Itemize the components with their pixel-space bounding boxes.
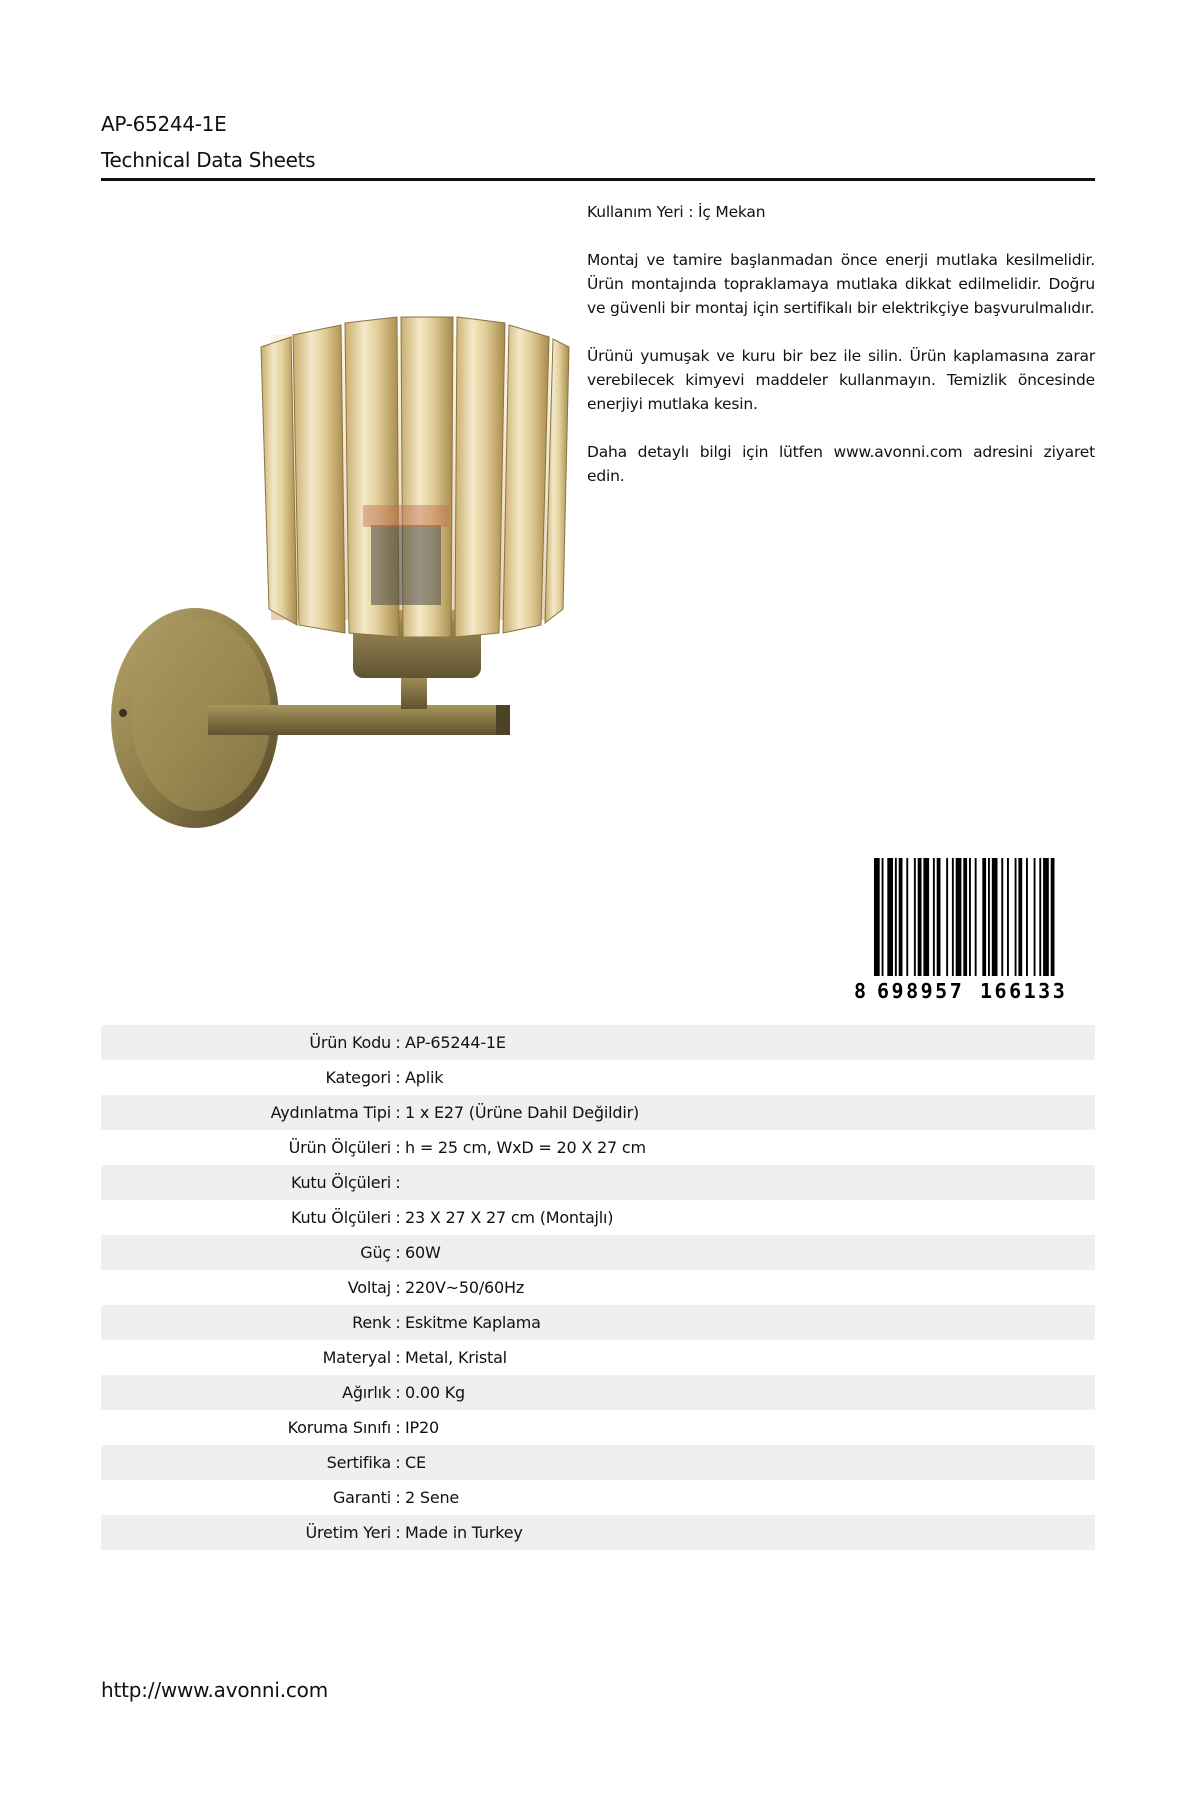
spec-value: Aplik (405, 1068, 444, 1087)
spec-label: Koruma Sınıfı (287, 1418, 391, 1437)
barcode-bar (988, 858, 990, 976)
spec-row (101, 1060, 1095, 1095)
installation-warning: Montaj ve tamire başlanmadan önce enerji mutlaka kesilmelidir. Ürün montajında topraklamaya mutlaka dikkat edilmelidir. Doğru ve güvenli bir montaj için sertifikalı bir elektrikçiye başvurulmalıdır. (587, 251, 1095, 317)
barcode-bar (1039, 858, 1041, 976)
product-code-title: AP-65244-1E (101, 112, 227, 136)
barcode-digits-right: 166133 (980, 979, 1068, 1003)
spec-row (101, 1235, 1095, 1270)
spec-row (101, 1410, 1095, 1445)
spec-row (101, 1515, 1095, 1550)
spec-value: 220V~50/60Hz (405, 1278, 525, 1297)
barcode-bar (969, 858, 971, 976)
spec-row (101, 1445, 1095, 1480)
barcode-bar (1007, 858, 1009, 976)
cleaning-instructions: Ürünü yumuşak ve kuru bir bez ile silin. Ürün kaplamasına zarar verebilecek kimyevi maddeler kullanmayın. Temizlik öncesinde enerjiyi mutlaka kesin. (587, 347, 1095, 413)
barcode-bar (963, 858, 967, 976)
spec-separator: : (395, 1103, 401, 1122)
barcode-bar (1018, 858, 1022, 976)
spec-separator: : (395, 1383, 401, 1402)
spec-separator: : (395, 1068, 401, 1087)
spec-row (101, 1305, 1095, 1340)
spec-row (101, 1095, 1095, 1130)
document-subtitle: Technical Data Sheets (101, 148, 316, 172)
spec-value: h = 25 cm, WxD = 20 X 27 cm (405, 1138, 646, 1157)
spec-separator: : (395, 1033, 401, 1052)
usage-location: Kullanım Yeri : İç Mekan (587, 203, 766, 221)
spec-label: Ağırlık (342, 1383, 391, 1402)
spec-value: 60W (405, 1243, 441, 1262)
barcode-bar (923, 858, 929, 976)
spec-label: Ürün Ölçüleri (288, 1138, 391, 1157)
barcode-bar (952, 858, 954, 976)
barcode-bar (882, 858, 884, 976)
more-info: Daha detaylı bilgi için lütfen www.avonni.com adresini ziyaret edin. (587, 443, 1095, 485)
barcode-bar (1026, 858, 1028, 976)
specifications-table (101, 1025, 1095, 1550)
spec-label: Garanti (332, 1488, 391, 1507)
spec-value: 1 x E27 (Ürüne Dahil Değildir) (405, 1103, 639, 1122)
usage-info (587, 200, 1095, 512)
barcode-bar (887, 858, 893, 976)
barcode-bar (1043, 858, 1049, 976)
spec-row (101, 1340, 1095, 1375)
spec-separator: : (395, 1138, 401, 1157)
spec-separator: : (395, 1208, 401, 1227)
barcode-bar (982, 858, 986, 976)
spec-label: Kutu Ölçüleri (290, 1173, 391, 1192)
spec-label: Kategori (325, 1068, 391, 1087)
spec-label: Sertifika (326, 1453, 391, 1472)
barcode-bar (946, 858, 948, 976)
spec-row (101, 1165, 1095, 1200)
spec-row (101, 1200, 1095, 1235)
barcode-bar (899, 858, 903, 976)
barcode-bar (1001, 858, 1003, 976)
spec-label: Kutu Ölçüleri (290, 1208, 391, 1227)
spec-value: Metal, Kristal (405, 1348, 507, 1367)
barcode-bar (975, 858, 977, 976)
barcode-digit-prefix: 8 (854, 979, 867, 1003)
spec-label: Renk (352, 1313, 391, 1332)
spec-separator: : (395, 1418, 401, 1437)
header-divider (101, 178, 1095, 181)
spec-separator: : (395, 1523, 401, 1542)
spec-label: Aydınlatma Tipi (270, 1103, 391, 1122)
barcode-bar (937, 858, 941, 976)
spec-label: Üretim Yeri (305, 1523, 391, 1542)
barcode-bar (933, 858, 935, 976)
spec-value: 2 Sene (405, 1488, 460, 1507)
spec-label: Materyal (322, 1348, 391, 1367)
barcode-bar (906, 858, 908, 976)
spec-separator: : (395, 1313, 401, 1332)
spec-separator: : (395, 1488, 401, 1507)
spec-value: IP20 (405, 1418, 439, 1437)
spec-separator: : (395, 1453, 401, 1472)
spec-value: Made in Turkey (405, 1523, 523, 1542)
spec-separator: : (395, 1348, 401, 1367)
barcode-bar (918, 858, 922, 976)
barcode-bar (1015, 858, 1017, 976)
document-header (101, 110, 1095, 174)
barcode-digits-left: 698957 (877, 979, 965, 1003)
spec-row (101, 1025, 1095, 1060)
spec-label: Voltaj (347, 1278, 391, 1297)
spec-label: Ürün Kodu (309, 1033, 391, 1052)
barcode-bar (895, 858, 897, 976)
spec-value: 0.00 Kg (405, 1383, 465, 1402)
spec-label: Güç (360, 1243, 391, 1262)
spec-row (101, 1270, 1095, 1305)
barcode-bar (914, 858, 916, 976)
barcode-bar (1034, 858, 1036, 976)
spec-row (101, 1130, 1095, 1165)
barcode-bar (1051, 858, 1055, 976)
spec-row (101, 1480, 1095, 1515)
spec-value: Eskitme Kaplama (405, 1313, 541, 1332)
footer-url[interactable]: http://www.avonni.com (101, 1678, 328, 1702)
barcode-bar (992, 858, 998, 976)
barcode-bar (874, 858, 880, 976)
spec-value: 23 X 27 X 27 cm (Montajlı) (405, 1208, 614, 1227)
spec-separator: : (395, 1278, 401, 1297)
barcode (854, 858, 1094, 1004)
spec-row (101, 1375, 1095, 1410)
spec-separator: : (395, 1243, 401, 1262)
barcode-bar (956, 858, 962, 976)
spec-value: AP-65244-1E (405, 1033, 506, 1052)
spec-value: CE (405, 1453, 426, 1472)
product-image (101, 205, 571, 960)
spec-separator: : (395, 1173, 401, 1192)
